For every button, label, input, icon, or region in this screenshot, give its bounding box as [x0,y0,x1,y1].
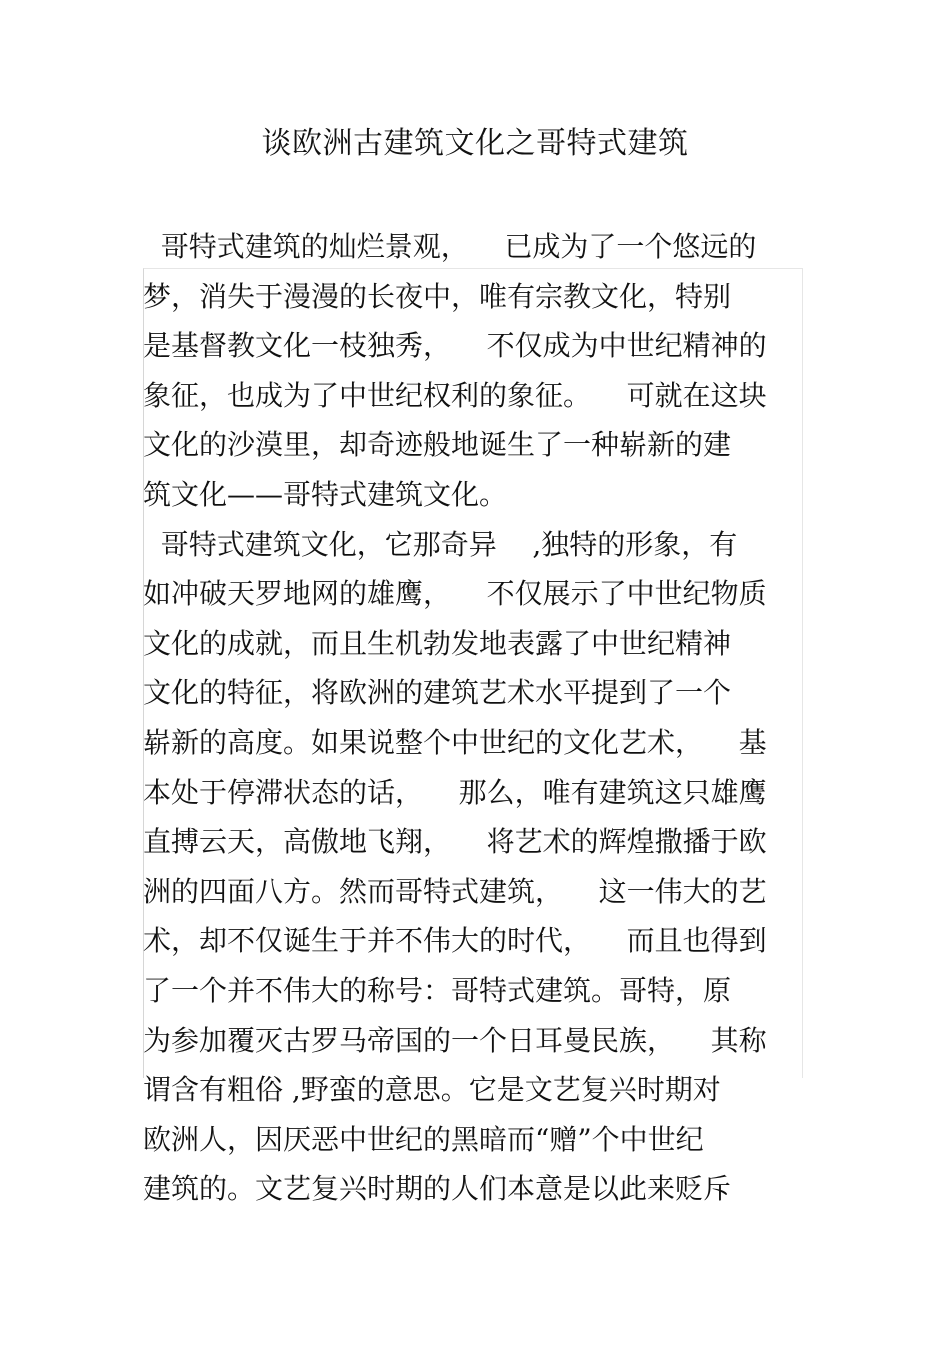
text-line: 文化的成就，而且生机勃发地表露了中世纪精神 [143,626,732,660]
text-line: 谓含有粗俗 ,野蛮的意思。它是文艺复兴时期对 [143,1073,721,1107]
text-line: 洲的四面八方。然而哥特式建筑， 这一伟大的艺 [143,874,767,908]
text-line: 术，却不仅诞生于并不伟大的时代， 而且也得到 [143,924,767,958]
document-title: 谈欧洲古建筑文化之哥特式建筑 [261,126,689,161]
text-line: 直搏云天，高傲地飞翔， 将艺术的辉煌撒播于欧 [143,825,767,859]
text-line: 文化的沙漠里，却奇迹般地诞生了一种崭新的建 [143,428,732,462]
text-line: 本处于停滞状态的话， 那么，唯有建筑这只雄鹰 [143,775,767,809]
text-line: 是基督教文化一枝独秀， 不仅成为中世纪精神的 [143,329,767,363]
text-line: 如冲破天罗地网的雄鹰， 不仅展示了中世纪物质 [143,577,767,611]
text-line: 建筑的。文艺复兴时期的人们本意是以此来贬斥 [143,1172,732,1206]
text-line: 梦，消失于漫漫的长夜中，唯有宗教文化，特别 [143,279,732,313]
text-line: 象征，也成为了中世纪权利的象征。 可就在这块 [143,378,767,412]
text-line: 了一个并不伟大的称号：哥特式建筑。哥特，原 [143,973,732,1007]
body-text [143,222,823,1214]
text-line: 文化的特征，将欧洲的建筑艺术水平提到了一个 [143,676,732,710]
text-line: 哥特式建筑文化，它那奇异 ,独特的形象，有 [143,527,738,561]
text-line: 为参加覆灭古罗马帝国的一个日耳曼民族， 其称 [143,1023,767,1057]
text-line: 筑文化——哥特式建筑文化。 [143,477,508,511]
text-line: 哥特式建筑的灿烂景观， 已成为了一个悠远的 [143,230,757,263]
text-line: 欧洲人，因厌恶中世纪的黑暗而“赠”个中世纪 [143,1122,704,1156]
text-line: 崭新的高度。如果说整个中世纪的文化艺术， 基 [143,725,767,759]
